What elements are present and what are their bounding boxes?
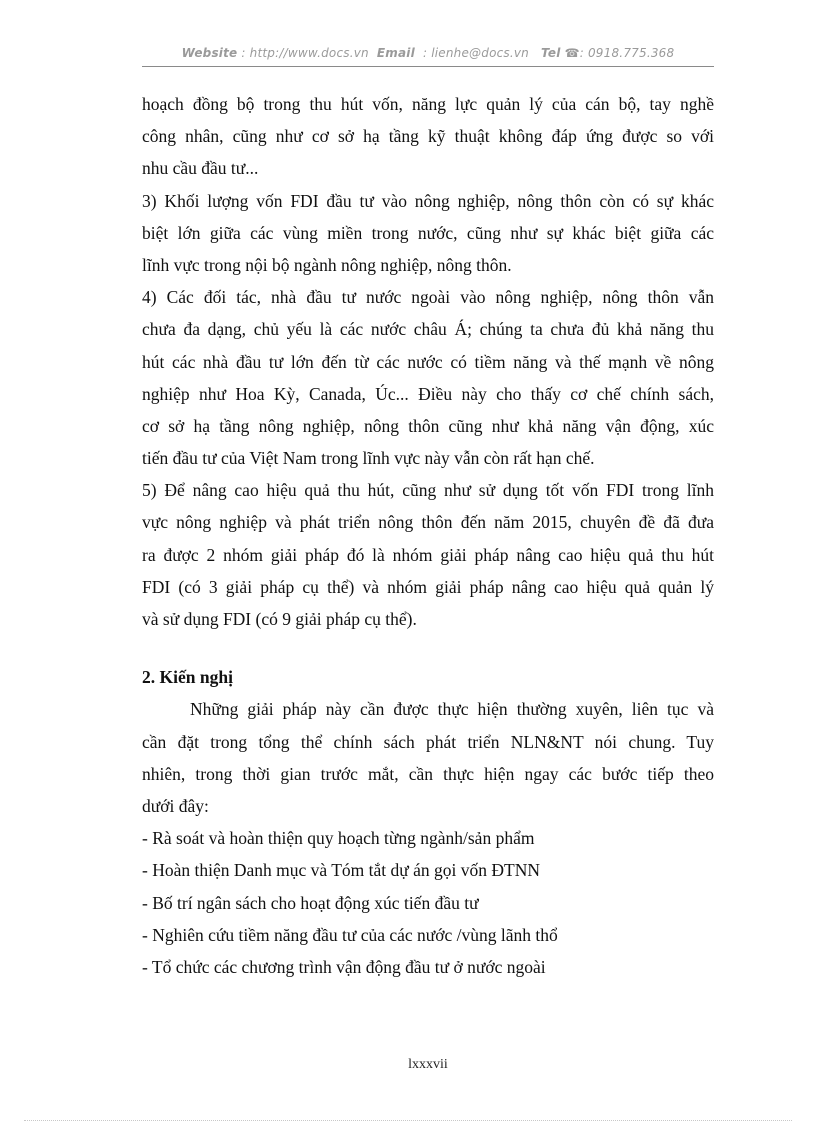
text-line: biệt lớn giữa các vùng miền trong nước, cũng như sự khác biệt giữa các bbox=[142, 222, 714, 243]
text-line: 5) Để nâng cao hiệu quả thu hút, cũng như sử dụng tốt vốn FDI trong lĩnh bbox=[142, 480, 714, 501]
recommendation-list bbox=[142, 822, 714, 983]
list-item: - Hoàn thiện Danh mục và Tóm tắt dự án gọi vốn ĐTNN bbox=[142, 860, 540, 881]
text-line: FDI (có 3 giải pháp cụ thể) và nhóm giải pháp nâng cao hiệu quả quản lý bbox=[142, 576, 714, 597]
email-label: Email bbox=[376, 46, 415, 60]
document-body bbox=[142, 88, 714, 983]
website-label: Website bbox=[181, 46, 238, 60]
paragraph-point-4 bbox=[142, 281, 714, 474]
text-line: Những giải pháp này cần được thực hiện thường xuyên, liên tục và bbox=[190, 699, 714, 720]
page-number: lxxxvii bbox=[408, 1057, 448, 1072]
email-value[interactable]: : lienhe@docs.vn bbox=[422, 46, 529, 60]
header-divider bbox=[142, 66, 714, 67]
text-line: tiến đầu tư của Việt Nam trong lĩnh vực này vẫn còn rất hạn chế. bbox=[142, 448, 595, 469]
text-line: cần đặt trong tổng thể chính sách phát triển NLN&NT nói chung. Tuy bbox=[142, 731, 714, 752]
text-line: ra được 2 nhóm giải pháp đó là nhóm giải pháp nâng cao hiệu quả thu hút bbox=[142, 544, 714, 565]
list-item: - Bố trí ngân sách cho hoạt động xúc tiến đầu tư bbox=[142, 892, 479, 913]
text-line: 4) Các đối tác, nhà đầu tư nước ngoài vào nông nghiệp, nông thôn vẫn bbox=[142, 287, 714, 308]
text-line: nhiên, trong thời gian trước mắt, cần thực hiện ngay các bước tiếp theo bbox=[142, 763, 714, 784]
text-line: dưới đây: bbox=[142, 795, 209, 816]
text-line: và sử dụng FDI (có 9 giải pháp cụ thể). bbox=[142, 609, 417, 629]
paragraph-point-3 bbox=[142, 185, 714, 282]
text-line: hoạch đồng bộ trong thu hút vốn, năng lực quản lý của cán bộ, tay nghề bbox=[142, 94, 714, 114]
text-line: hút các nhà đầu tư lớn đến từ các nước có tiềm năng và thế mạnh về nông bbox=[142, 351, 714, 372]
tel-value: ☎: 0918.775.368 bbox=[564, 46, 675, 60]
paragraph-point-5 bbox=[142, 474, 714, 635]
text-line: lĩnh vực trong nội bộ ngành nông nghiệp, nông thôn. bbox=[142, 254, 512, 275]
text-line: công nhân, cũng như cơ sở hạ tầng kỹ thuật không đáp ứng được so với bbox=[142, 126, 714, 147]
website-value[interactable]: : http://www.docs.vn bbox=[241, 46, 369, 60]
section-heading: 2. Kiến nghị bbox=[142, 667, 233, 688]
list-item: - Tổ chức các chương trình vận động đầu tư ở nước ngoài bbox=[142, 956, 546, 977]
text-line: cơ sở hạ tầng nông nghiệp, nông thôn cũng như khả năng vận động, xúc bbox=[142, 415, 714, 436]
paragraph-continuation bbox=[142, 88, 714, 185]
text-line: 3) Khối lượng vốn FDI đầu tư vào nông nghiệp, nông thôn còn có sự khác bbox=[142, 190, 714, 211]
text-line: chưa đa dạng, chủ yếu là các nước châu Á; chúng ta chưa đủ khả năng thu bbox=[142, 319, 714, 340]
list-item: - Rà soát và hoàn thiện quy hoạch từng ngành/sản phẩm bbox=[142, 828, 535, 849]
text-line: vực nông nghiệp và phát triển nông thôn đến năm 2015, chuyên đề đã đưa bbox=[142, 512, 714, 533]
list-item: - Nghiên cứu tiềm năng đầu tư của các nước /vùng lãnh thổ bbox=[142, 924, 558, 945]
paragraph-recommendation bbox=[142, 693, 714, 822]
text-line: nhu cầu đầu tư... bbox=[142, 158, 259, 179]
text-line: nghiệp như Hoa Kỳ, Canada, Úc... Điều này cho thấy cơ chế chính sách, bbox=[142, 383, 714, 404]
page-bottom-divider bbox=[24, 1120, 792, 1121]
page-header bbox=[142, 46, 714, 60]
section-spacer bbox=[142, 635, 714, 661]
tel-label: Tel bbox=[541, 46, 561, 60]
